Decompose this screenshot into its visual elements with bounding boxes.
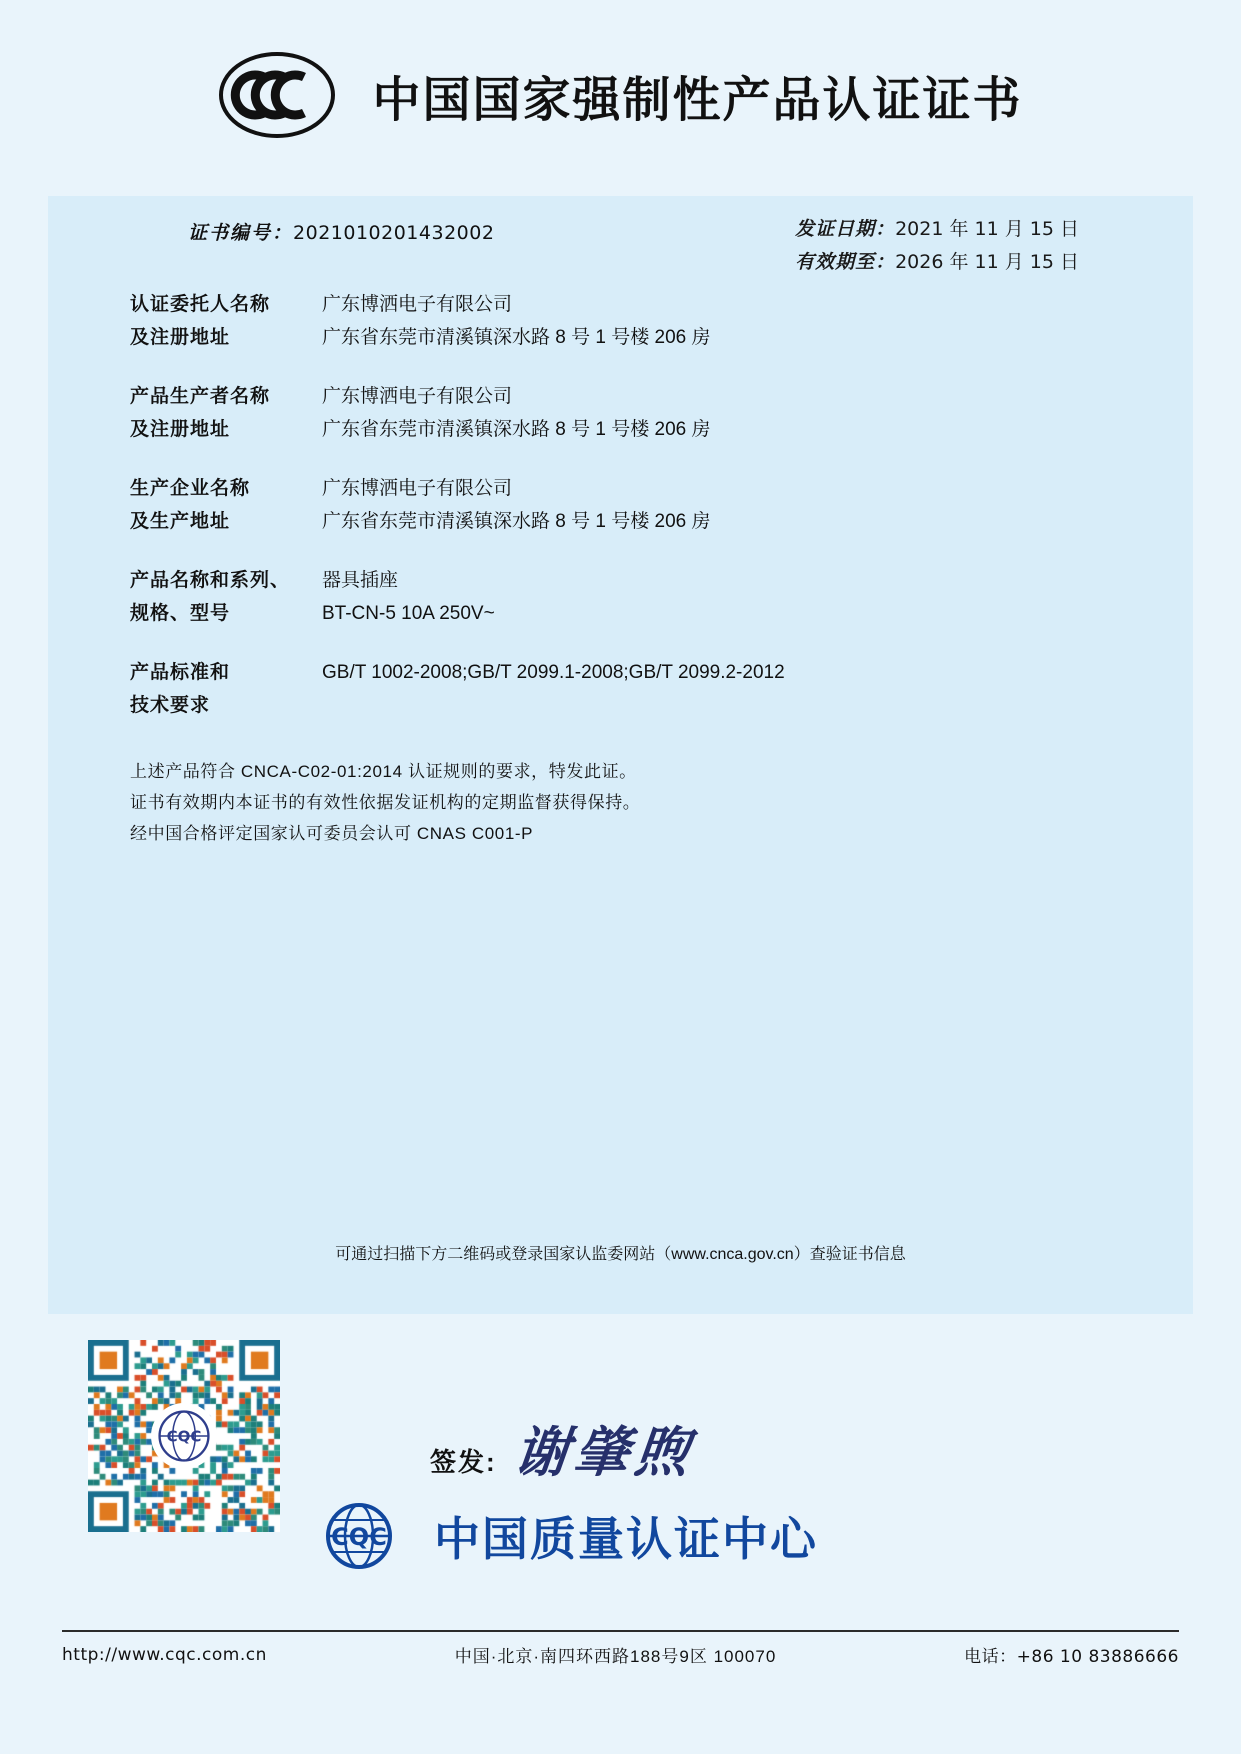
field-label-line2: 技术要求	[130, 695, 211, 716]
issue-date-label: 发证日期：	[795, 219, 896, 240]
issue-date-row	[795, 213, 1079, 246]
note-line-1: 上述产品符合 CNCA-C02-01:2014 认证规则的要求，特发此证。	[130, 762, 637, 781]
field-value-line1: 广东博洒电子有限公司	[322, 294, 513, 315]
page-title: 中国国家强制性产品认证证书	[372, 71, 1023, 128]
field-label	[130, 288, 322, 354]
signature-name: 谢肇煦	[510, 1420, 698, 1484]
qr-center-logo	[151, 1403, 217, 1469]
field-label-line2: 及注册地址	[130, 419, 231, 440]
certificate-header	[0, 0, 1241, 190]
signature-label: 签发:	[430, 1447, 497, 1477]
valid-until-label: 有效期至：	[795, 252, 896, 273]
certificate-serial	[188, 218, 494, 245]
field-value	[322, 472, 1130, 538]
certificate-fields	[130, 288, 1130, 748]
field-value-line2: 广东省东莞市清溪镇深水路 8 号 1 号楼 206 房	[322, 511, 711, 532]
field-standards	[130, 656, 1130, 722]
valid-until-value: 2026 年 11 月 15 日	[895, 251, 1079, 273]
field-label-line1: 产品标准和	[130, 662, 231, 683]
certificate-notes	[130, 756, 640, 849]
field-value-line2: BT-CN-5 10A 250V~	[322, 603, 495, 624]
footer-phone: 电话：+86 10 83886666	[964, 1647, 1179, 1667]
field-value	[322, 564, 1130, 630]
cqc-logo-icon	[300, 1500, 418, 1572]
issuer-block	[300, 1500, 818, 1572]
certificate-body-panel	[48, 196, 1193, 1314]
field-value-line1: 广东博洒电子有限公司	[322, 386, 513, 407]
field-product	[130, 564, 1130, 630]
field-label-line2: 及生产地址	[130, 511, 231, 532]
field-label	[130, 564, 322, 630]
note-line-3: 经中国合格评定国家认可委员会认可 CNAS C001-P	[130, 824, 534, 843]
signature-block	[430, 1410, 698, 1487]
issuer-name: 中国质量认证中心	[434, 1512, 818, 1566]
field-label-line2: 及注册地址	[130, 327, 231, 348]
footer-website[interactable]: http://www.cqc.com.cn	[62, 1644, 267, 1665]
field-value-line2: 广东省东莞市清溪镇深水路 8 号 1 号楼 206 房	[322, 419, 711, 440]
field-value	[322, 288, 1130, 354]
field-value-line1: GB/T 1002-2008;GB/T 2099.1-2008;GB/T 2099.2-2012	[322, 662, 785, 683]
field-label-line1: 认证委托人名称	[130, 294, 271, 315]
field-label-line1: 产品名称和系列、	[130, 570, 291, 591]
footer-divider	[62, 1630, 1179, 1632]
svg-text:CQC: CQC	[331, 1523, 387, 1551]
valid-until-row	[795, 246, 1079, 279]
ccc-logo-icon	[218, 51, 336, 139]
field-label-line2: 规格、型号	[130, 603, 231, 624]
field-value-line1: 广东博洒电子有限公司	[322, 478, 513, 499]
svg-text:CQC: CQC	[166, 1427, 202, 1446]
field-label	[130, 472, 322, 538]
field-applicant	[130, 288, 1130, 354]
field-value-line2: 广东省东莞市清溪镇深水路 8 号 1 号楼 206 房	[322, 327, 711, 348]
field-label-line1: 产品生产者名称	[130, 386, 271, 407]
footer	[62, 1642, 1179, 1667]
qr-code-icon	[88, 1340, 280, 1532]
field-value-line1: 器具插座	[322, 570, 399, 591]
footer-address: 中国·北京·南四环西路188号9区 100070	[454, 1647, 777, 1666]
field-value	[322, 656, 1130, 722]
field-label	[130, 656, 322, 722]
verify-instruction: 可通过扫描下方二维码或登录国家认监委网站（www.cnca.gov.cn）查验证书信息	[335, 1246, 906, 1263]
field-label	[130, 380, 322, 446]
field-value	[322, 380, 1130, 446]
note-line-2: 证书有效期内本证书的有效性依据发证机构的定期监督获得保持。	[130, 793, 641, 812]
issue-date-value: 2021 年 11 月 15 日	[895, 218, 1079, 240]
certificate-dates	[795, 213, 1079, 279]
certificate-serial-label: 证书编号：	[188, 223, 294, 244]
field-label-line1: 生产企业名称	[130, 478, 251, 499]
field-manufacturer	[130, 380, 1130, 446]
field-factory	[130, 472, 1130, 538]
certificate-serial-value: 2021010201432002	[293, 222, 495, 244]
